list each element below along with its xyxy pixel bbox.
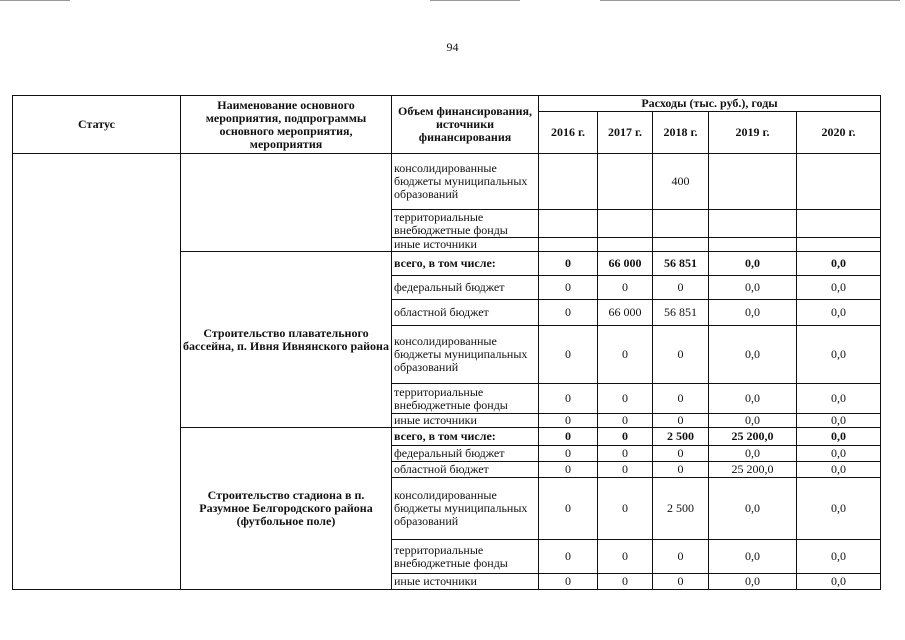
page-number: 94 [446,40,459,54]
value-cell: 66 000 [598,252,653,276]
value-cell: 25 200,0 [709,428,797,446]
status-cell [13,154,181,590]
value-cell: 0,0 [709,446,797,462]
value-cell: 0,0 [709,414,797,428]
source-cell: консолидированные бюджеты муниципальных образований [392,154,539,210]
value-cell: 0,0 [797,252,881,276]
header-year: 2019 г. [709,112,797,154]
value-cell: 25 200,0 [709,462,797,478]
value-cell: 0 [653,574,709,590]
value-cell: 0 [653,384,709,414]
value-cell: 0 [539,326,598,384]
value-cell [709,154,797,210]
source-cell: всего, в том числе: [392,428,539,446]
value-cell [653,238,709,252]
value-cell: 0,0 [709,326,797,384]
value-cell: 0 [539,478,598,540]
scan-artifact [430,0,520,1]
source-cell: федеральный бюджет [392,446,539,462]
value-cell: 0 [598,446,653,462]
source-cell: консолидированные бюджеты муниципальных образований [392,478,539,540]
value-cell: 0,0 [797,428,881,446]
value-cell: 0 [539,300,598,326]
value-cell: 56 851 [653,252,709,276]
header-expenses: Расходы (тыс. руб.), годы [539,96,881,112]
value-cell: 0 [539,462,598,478]
header-name: Наименование основного мероприятия, подпрограммы основного мероприятия, мероприятия [181,96,392,154]
value-cell: 0 [539,252,598,276]
source-cell: иные источники [392,238,539,252]
value-cell: 0,0 [709,300,797,326]
header-row-top [13,96,881,112]
scan-artifact [600,0,900,1]
value-cell: 0,0 [709,574,797,590]
value-cell: 0,0 [797,300,881,326]
value-cell: 0 [539,574,598,590]
header-year: 2016 г. [539,112,598,154]
value-cell: 66 000 [598,300,653,326]
value-cell: 0,0 [709,276,797,300]
event-name-cell: Строительство плавательного бассейна, п. Ивня Ивнянского района [181,252,392,428]
source-cell: иные источники [392,414,539,428]
value-cell: 0,0 [797,478,881,540]
value-cell: 0 [653,414,709,428]
source-cell: территориальные внебюджетные фонды [392,210,539,238]
source-cell: федеральный бюджет [392,276,539,300]
header-volume: Объем финансирования, источники финансирования [392,96,539,154]
value-cell [539,154,598,210]
header-status: Статус [13,96,181,154]
source-cell: консолидированные бюджеты муниципальных образований [392,326,539,384]
value-cell: 0 [598,574,653,590]
value-cell: 0 [539,446,598,462]
header-year: 2017 г. [598,112,653,154]
value-cell: 0,0 [797,540,881,574]
value-cell: 0 [598,540,653,574]
value-cell: 0 [598,276,653,300]
source-cell: территориальные внебюджетные фонды [392,384,539,414]
value-cell: 0 [539,384,598,414]
scan-artifact [0,0,70,1]
value-cell: 0 [653,276,709,300]
value-cell: 0,0 [797,384,881,414]
value-cell [797,154,881,210]
table-row [13,154,881,210]
source-cell: иные источники [392,574,539,590]
value-cell [539,210,598,238]
source-cell: всего, в том числе: [392,252,539,276]
value-cell: 0 [598,326,653,384]
value-cell [598,210,653,238]
value-cell [797,238,881,252]
value-cell: 56 851 [653,300,709,326]
value-cell [598,154,653,210]
value-cell: 0 [598,462,653,478]
header-year: 2018 г. [653,112,709,154]
value-cell: 0,0 [709,252,797,276]
value-cell: 0 [539,428,598,446]
value-cell [653,210,709,238]
value-cell: 0,0 [709,384,797,414]
value-cell: 0 [598,428,653,446]
event-name-cell: Строительство стадиона в п. Разумное Белгородского района (футбольное поле) [181,428,392,590]
value-cell: 2 500 [653,478,709,540]
value-cell: 0,0 [797,414,881,428]
value-cell: 0,0 [797,462,881,478]
budget-table [12,95,881,590]
value-cell [709,238,797,252]
value-cell: 0 [653,462,709,478]
value-cell [797,210,881,238]
value-cell [539,238,598,252]
value-cell: 0 [653,446,709,462]
value-cell: 0 [598,384,653,414]
value-cell: 0,0 [797,276,881,300]
value-cell: 0 [653,326,709,384]
source-cell: территориальные внебюджетные фонды [392,540,539,574]
value-cell: 0,0 [797,446,881,462]
value-cell: 0,0 [709,540,797,574]
source-cell: областной бюджет [392,462,539,478]
header-year: 2020 г. [797,112,881,154]
value-cell: 0 [598,478,653,540]
value-cell: 0 [539,540,598,574]
value-cell [598,238,653,252]
value-cell: 0 [539,414,598,428]
value-cell: 0 [539,276,598,300]
value-cell: 0 [653,540,709,574]
source-cell: областной бюджет [392,300,539,326]
value-cell: 400 [653,154,709,210]
name-cell-continued [181,154,392,252]
value-cell: 0,0 [797,574,881,590]
value-cell: 2 500 [653,428,709,446]
value-cell: 0 [598,414,653,428]
value-cell: 0,0 [709,478,797,540]
value-cell [709,210,797,238]
value-cell: 0,0 [797,326,881,384]
